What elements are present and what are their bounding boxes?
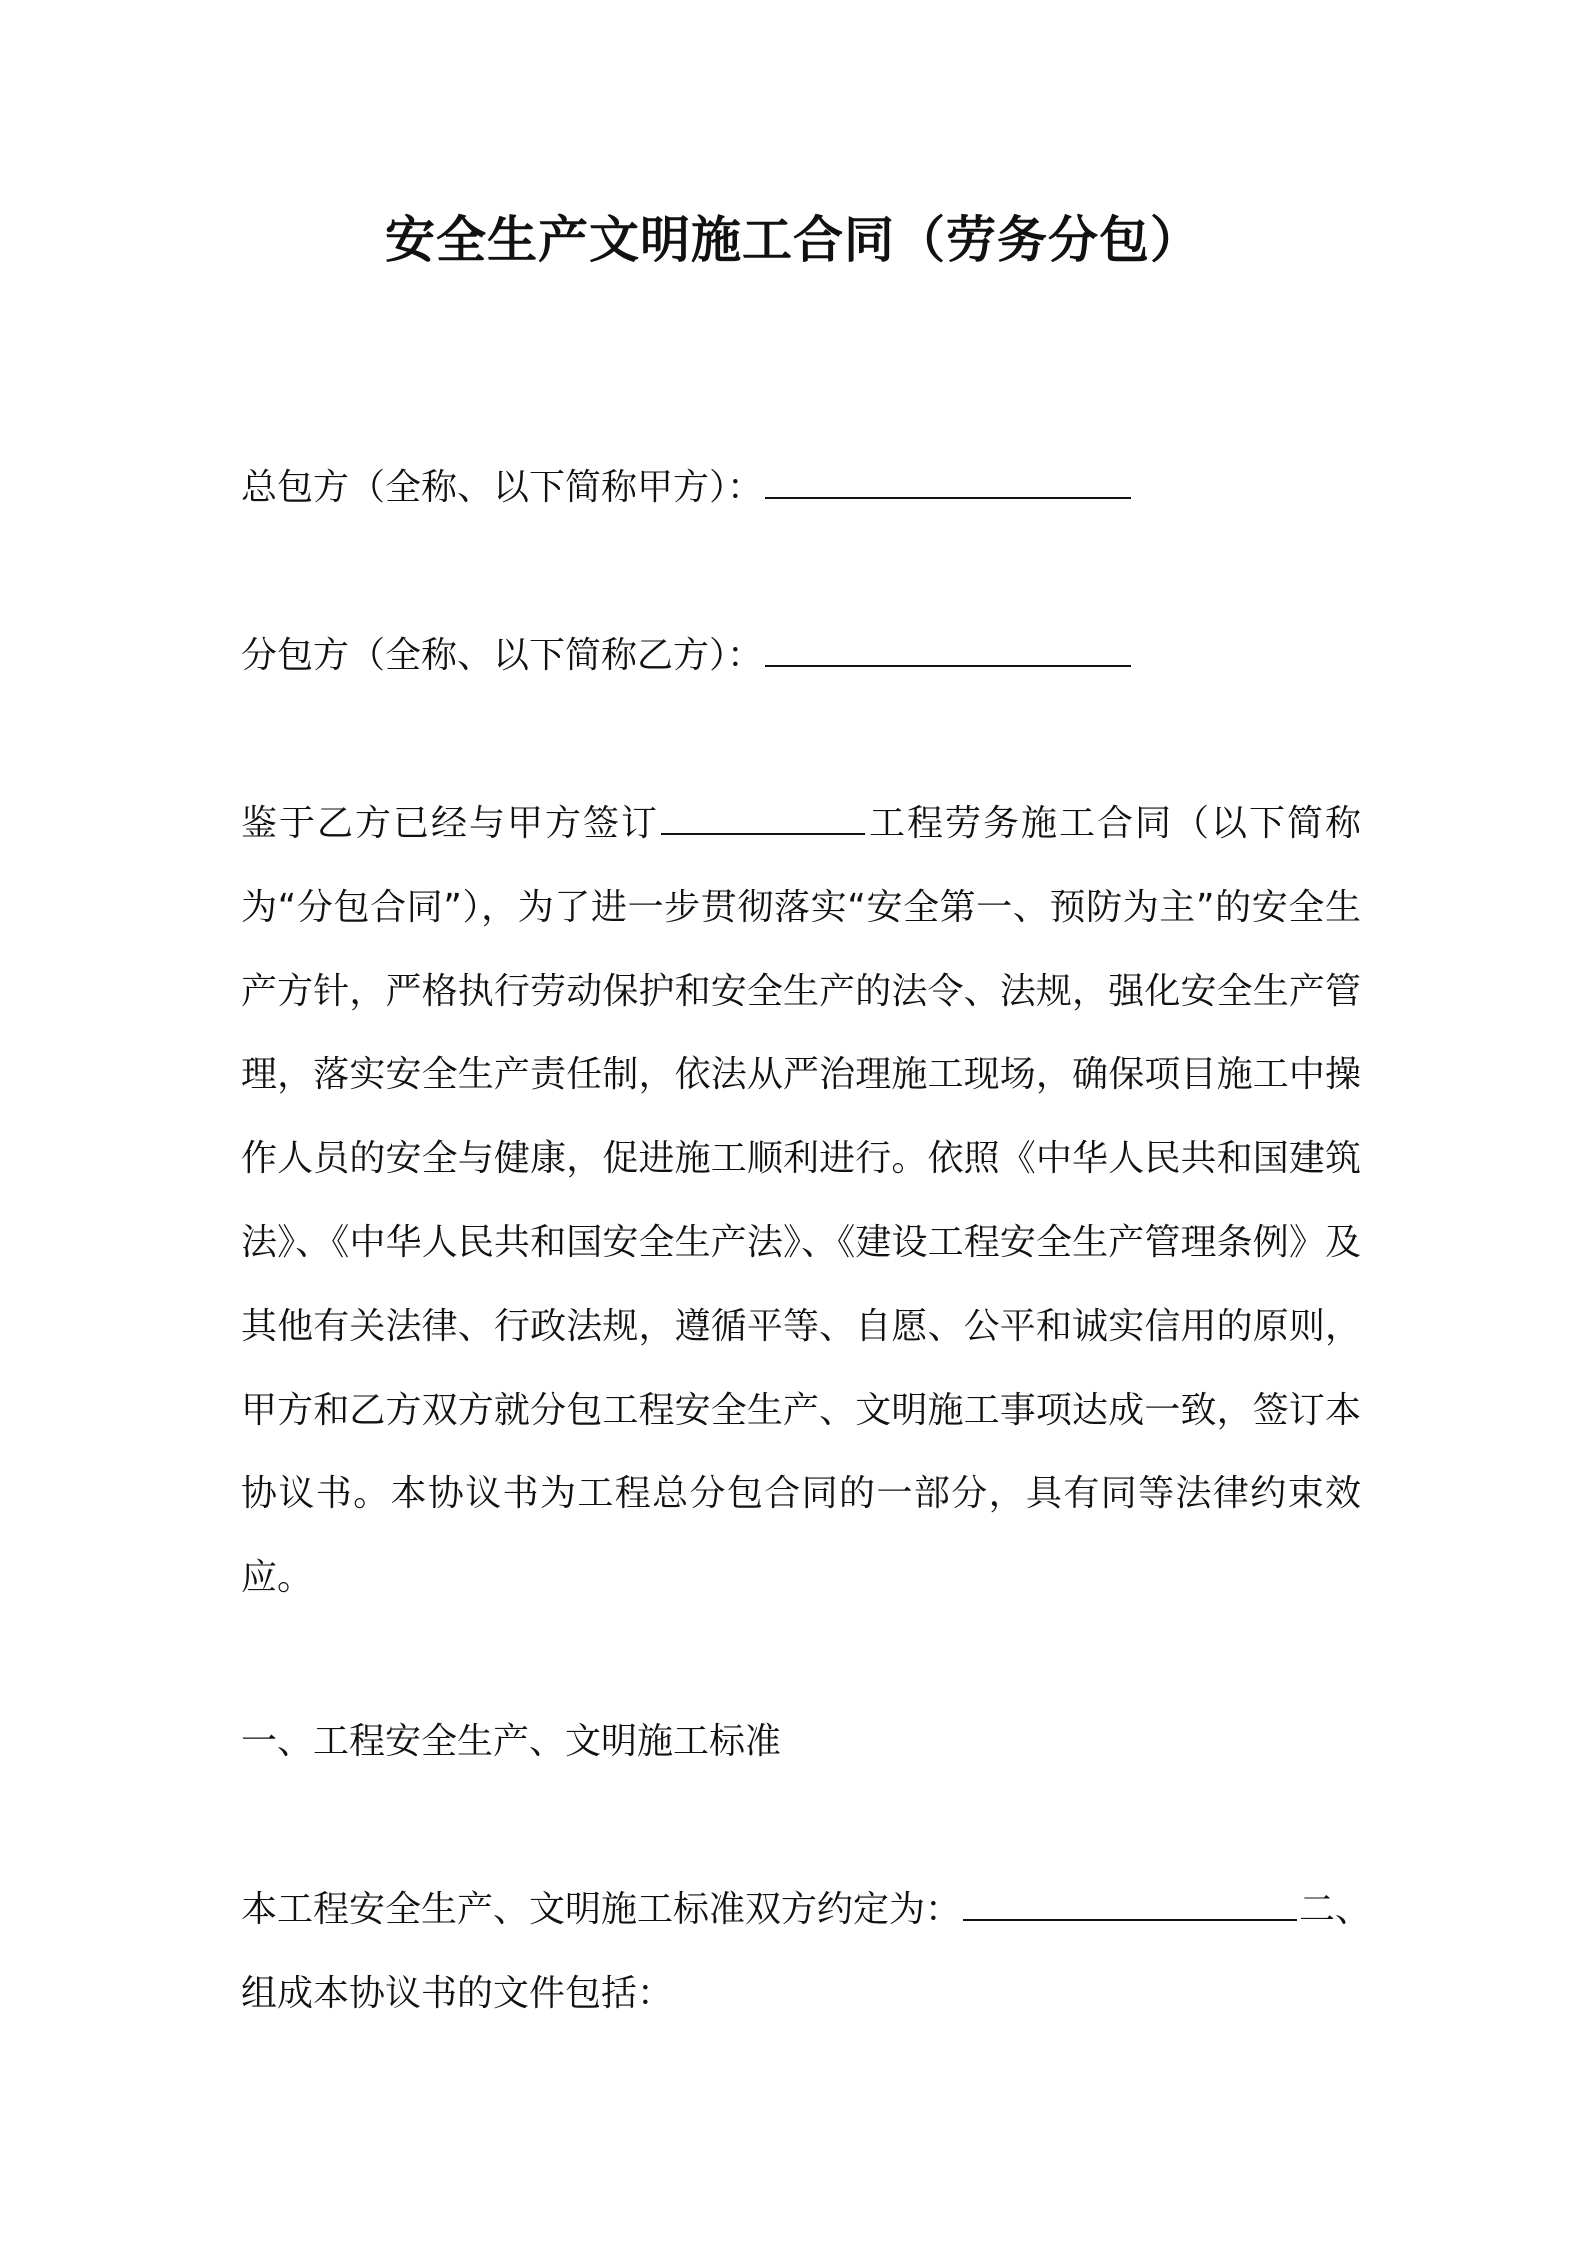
standard-line [241,1868,1371,1952]
party-b-blank[interactable] [765,633,1131,667]
project-name-blank[interactable] [661,801,865,835]
section-one-heading: 一、工程安全生产、文明施工标准 [241,1721,782,1762]
section-two-text: 组成本协议书的文件包括： [241,1973,674,2014]
intro-paragraph [241,782,1361,1620]
party-a-line [241,446,1133,530]
party-a-label: 总包方（全称、以下简称甲方）： [241,467,764,508]
standard-label: 本工程安全生产、文明施工标准双方约定为： [241,1889,962,1930]
document-title: 安全生产文明施工合同（劳务分包） [385,211,1201,269]
party-b-label: 分包方（全称、以下简称乙方）： [241,635,764,676]
section-two-number: 二、 [1299,1889,1372,1930]
party-a-blank[interactable] [765,465,1131,499]
standard-blank[interactable] [963,1887,1297,1921]
party-b-line [241,614,1133,698]
intro-text-before: 鉴于乙方已经与甲方签订 [241,803,659,844]
intro-text-after: 工程劳务施工合同（以下简称为“分包合同”），为了进一步贯彻落实“安全第一、预防为主”的安全生产方针，严格执行劳动保护和安全生产的法令、法规，强化安全生产管理，落实安全生产责任制，依法从严治理施工现场，确保项目施工中操作人员的安全与健康，促进施工顺利进行。依照《中华人民共和国建筑法》、《中华人民共和国安全生产法》、《建设工程安全生产管理条例》及其他有关法律、行政法规，遵循平等、自愿、公平和诚实信用的原则，甲方和乙方双方就分包工程安全生产、文明施工事项达成一致，签订本协议书。本协议书为工程总分包合同的一部分，具有同等法律约束效应。 [241,803,1361,1599]
